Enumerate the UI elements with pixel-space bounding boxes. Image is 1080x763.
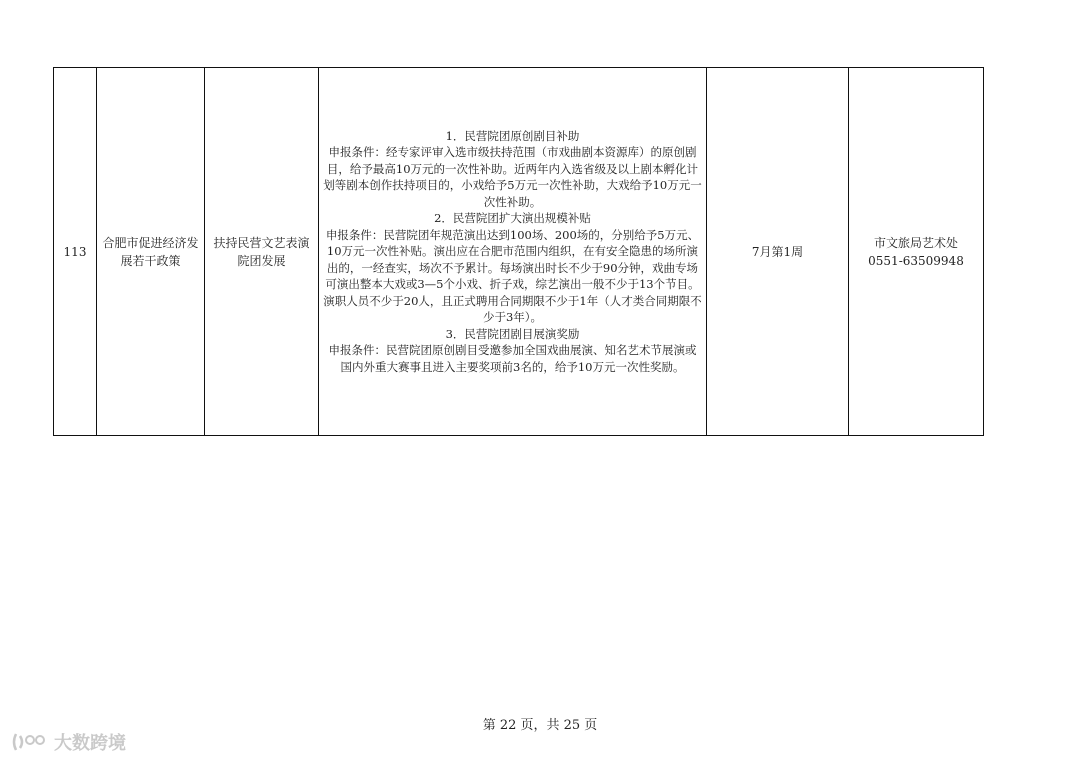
content-cell <box>319 68 707 436</box>
section-text-3: 申报条件：民营院团原创剧目受邀参加全国戏曲展演、知名艺术节展演或国内外重大赛事且进入主要奖项前3名的，给予10万元一次性奖励。 <box>328 343 697 374</box>
policy-name-cell: 合肥市促进经济发展若干政策 <box>97 68 205 436</box>
contact-cell <box>849 68 984 436</box>
contact-phone: 0551-63509948 <box>868 253 964 268</box>
section-text-2: 申报条件：民营院团年规范演出达到100场、200场的，分别给予5万元、10万元一次性补贴。演出应在合肥市范围内组织，在有安全隐患的场所演出的，一经查实，场次不予累计。每场演出时长不少于90分钟，戏曲专场可演出整本大戏或3—5个小戏、折子戏，综艺演出一般不少于13个节目。演职人员不少于20人，且正式聘用合同期限不少于1年（人才类合同期限不少于3年）。 <box>323 227 702 325</box>
watermark-text: 大数跨境 <box>54 733 126 754</box>
page-number: 第 22 页，共 25 页 <box>482 718 598 733</box>
table-row <box>54 68 984 436</box>
row-number-cell: 113 <box>54 68 97 436</box>
contact-department: 市文旅局艺术处 <box>873 235 958 250</box>
support-item-cell: 扶持民营文艺表演院团发展 <box>205 68 319 436</box>
section-heading-3: 3．民营院团剧目展演奖励 <box>445 326 580 341</box>
section-heading-1: 1．民营院团原创剧目补助 <box>445 128 580 143</box>
watermark <box>10 729 126 755</box>
content-block <box>323 128 702 376</box>
time-cell: 7月第1周 <box>707 68 849 436</box>
policy-table <box>53 67 984 436</box>
section-heading-2: 2．民营院团扩大演出规模补贴 <box>434 211 591 226</box>
logo-icon <box>10 730 50 754</box>
section-text-1: 申报条件：经专家评审入选市级扶持范围（市戏曲剧本资源库）的原创剧目，给予最高10万元的一次性补助。近两年内入选省级及以上剧本孵化计划等剧本创作扶持项目的，小戏给予5万元一次性补助，大戏给予10万元一次性补助。 <box>323 145 702 209</box>
